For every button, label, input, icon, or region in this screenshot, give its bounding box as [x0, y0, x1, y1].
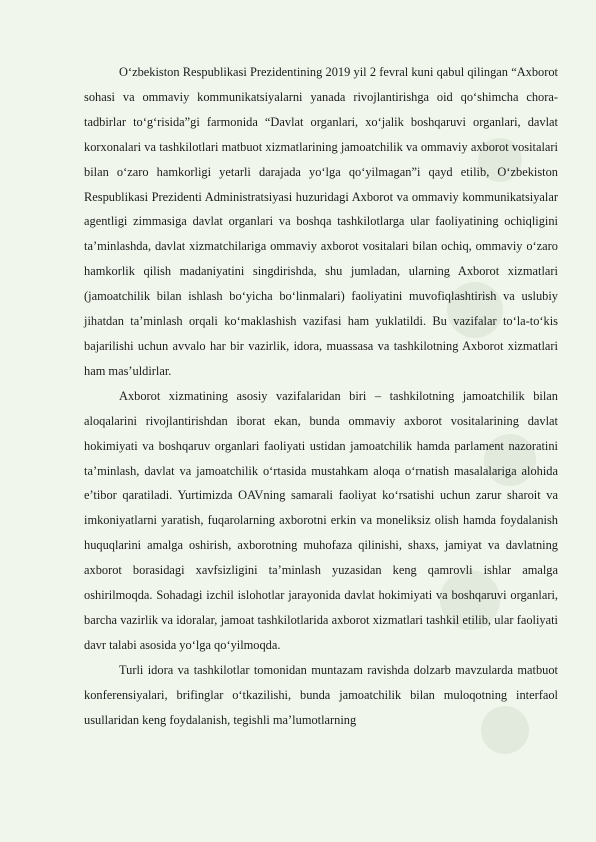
document-body	[84, 60, 558, 732]
paragraph-1: O‘zbekiston Respublikasi Prezidentining 2019 yil 2 fevral kuni qabul qilingan “Axborot sohasi va ommaviy kommunikatsiyalarni yanada rivojlantirishga oid qo‘shimcha chora-tadbirlar to‘g‘risida”gi farmonida “Davlat organlari, xo‘jalik boshqaruvi organlari, davlat korxonalari va tashkilotlari matbuot xizmatlarining jamoatchilik va ommaviy axborot vositalari bilan o‘zaro hamkorligi yetarli darajada yo‘lga qo‘yilmagan”i qayd etilib, O‘zbekiston Respublikasi Prezidenti Administratsiyasi huzuridagi Axborot va ommaviy kommunikatsiyalar agentligi zimmasiga davlat organlari va boshqa tashkilotlarga ular faoliyatining ochiqligini ta’minlashda, davlat xizmatchilariga ommaviy axborot vositalari bilan ochiq, ommaviy o‘zaro hamkorlik qilish madaniyatini singdirishda, shu jumladan, ularning Axborot xizmatlari (jamoatchilik bilan ishlash bo‘yicha bo‘linmalari) faoliyatini muvofiqlashtirish va uslubiy jihatdan ta’minlash orqali ko‘maklashish vazifasi ham yuklatildi. Bu vazifalar to‘la-to‘kis bajarilishi uchun avvalo har bir vazirlik, idora, muassasa va tashkilotning Axborot xizmatlari ham mas’uldirlar.	[84, 65, 558, 378]
paragraph-2: Axborot xizmatining asosiy vazifalaridan biri – tashkilotning jamoatchilik bilan aloqalarini rivojlantirishdan iborat ekan, bunda ommaviy axborot vositalarining davlat hokimiyati va boshqaruv organlari faoliyati ustidan jamoatchilik hamda parlament nazoratini ta’minlash, davlat va jamoatchilik o‘rtasida mustahkam aloqa o‘rnatish masalalariga alohida e’tibor qaratiladi. Yurtimizda OAVning samarali faoliyat ko‘rsatishi uchun zarur sharoit va imkoniyatlarni yaratish, fuqarolarning axborotni erkin va moneliksiz olish hamda foydalanish huquqlarini amalga oshirish, axborotning muhofaza qilinishi, shaxs, jamiyat va davlatning axborot borasidagi xavfsizligini ta’minlash yuzasidan keng qamrovli ishlar amalga oshirilmoqda. Sohadagi izchil islohotlar jarayonida davlat hokimiyati va boshqaruvi organlari, barcha vazirlik va idoralar, jamoat tashkilotlarida axborot xizmatlari tashkil etilib, ular faoliyati davr talabi asosida yo‘lga qo‘yilmoqda.	[84, 388, 558, 652]
paragraph-3: Turli idora va tashkilotlar tomonidan muntazam ravishda dolzarb mavzularda matbuot konferensiyalari, brifinglar o‘tkazilishi, bunda jamoatchilik bilan muloqotning interfaol usullaridan keng foydalanish, tegishli ma’lumotlarning	[84, 662, 558, 727]
